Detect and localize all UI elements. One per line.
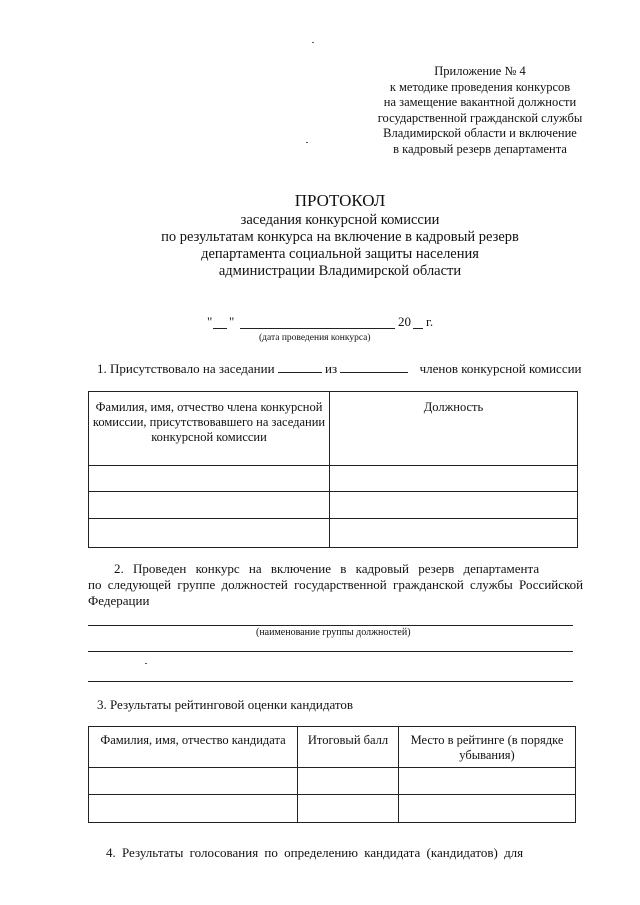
table-cell[interactable] <box>89 492 330 519</box>
appendix-block <box>330 64 630 157</box>
table-cell[interactable] <box>298 768 399 795</box>
scan-speck <box>312 42 314 43</box>
appendix-line: Владимирской области и включение <box>383 126 577 140</box>
total-count-blank[interactable] <box>340 362 408 373</box>
section1-text-a: 1. Присутствовало на заседании <box>97 361 275 376</box>
appendix-line: к методике проведения конкурсов <box>389 79 571 94</box>
year-blank[interactable] <box>413 316 423 329</box>
header-member-name: Фамилия, имя, отчество члена конкурсной комиссии, присутствовавшего на заседании конкурсной комиссии <box>89 392 330 466</box>
table-cell[interactable] <box>89 466 330 492</box>
header-total-score: Итоговый балл <box>298 727 399 768</box>
date-caption: (дата проведения конкурса) <box>259 333 371 343</box>
date-quote-open: " <box>207 314 213 329</box>
rating-table <box>88 726 576 823</box>
group-name-line[interactable] <box>88 681 573 682</box>
section2-line: 2. Проведен конкурс на включение в кадровый резерв департамента <box>114 561 540 576</box>
table-cell[interactable] <box>330 492 578 519</box>
protocol-subtitle-line: департамента социальной защиты населения <box>201 246 479 262</box>
scan-speck <box>306 142 308 143</box>
protocol-subtitle-line: заседания конкурсной комиссии <box>240 212 440 228</box>
header-candidate-name: Фамилия, имя, отчество кандидата <box>89 727 298 768</box>
table-row <box>89 768 576 795</box>
group-name-caption: (наименование группы должностей) <box>256 627 411 638</box>
date-quote-close: " <box>229 314 235 329</box>
table-row <box>89 519 578 548</box>
appendix-line: на замещение вакантной должности <box>383 95 577 109</box>
protocol-title-block <box>130 190 550 280</box>
scan-speck <box>145 663 147 664</box>
table-cell[interactable] <box>89 795 298 823</box>
table-cell[interactable] <box>89 768 298 795</box>
table-row <box>89 492 578 519</box>
present-count-blank[interactable] <box>278 362 322 373</box>
appendix-line: Приложение № 4 <box>434 64 526 78</box>
day-blank[interactable] <box>213 316 227 329</box>
year-prefix: 20 <box>398 314 411 329</box>
appendix-line: в кадровый резерв департамента <box>393 141 567 156</box>
section2-line: Федерации <box>88 593 150 608</box>
table-cell[interactable] <box>89 519 330 548</box>
header-rating-place: Место в рейтинге (в порядке убывания) <box>399 727 576 768</box>
month-blank[interactable] <box>240 316 395 329</box>
section1-text-c: членов конкурсной комиссии <box>419 361 582 376</box>
table-cell[interactable] <box>298 795 399 823</box>
protocol-title: ПРОТОКОЛ <box>294 191 386 210</box>
section2-text <box>88 561 593 609</box>
protocol-subtitle-line: по результатам конкурса на включение в кадровый резерв <box>161 229 519 245</box>
table-row <box>89 466 578 492</box>
year-suffix: г. <box>426 314 434 329</box>
table-cell[interactable] <box>399 795 576 823</box>
table-cell[interactable] <box>330 466 578 492</box>
appendix-line: государственной гражданской службы <box>377 110 583 125</box>
table-cell[interactable] <box>399 768 576 795</box>
section4-text: 4. Результаты голосования по определению кандидата (кандидатов) для <box>106 845 524 860</box>
section3-text: 3. Результаты рейтинговой оценки кандидатов <box>97 697 354 712</box>
section2-line: по следующей группе должностей государственной гражданской службы Российской <box>88 577 584 592</box>
protocol-subtitle-line: администрации Владимирской области <box>218 263 462 279</box>
group-name-line[interactable] <box>88 625 573 626</box>
commission-members-table <box>88 391 578 548</box>
table-cell[interactable] <box>330 519 578 548</box>
table-header-row <box>89 727 576 768</box>
group-name-line[interactable] <box>88 651 573 652</box>
section1-text-b: из <box>325 361 338 376</box>
header-position: Должность <box>330 392 578 466</box>
section1-text <box>97 361 582 377</box>
date-section <box>0 314 640 354</box>
table-header-row <box>89 392 578 466</box>
table-row <box>89 795 576 823</box>
